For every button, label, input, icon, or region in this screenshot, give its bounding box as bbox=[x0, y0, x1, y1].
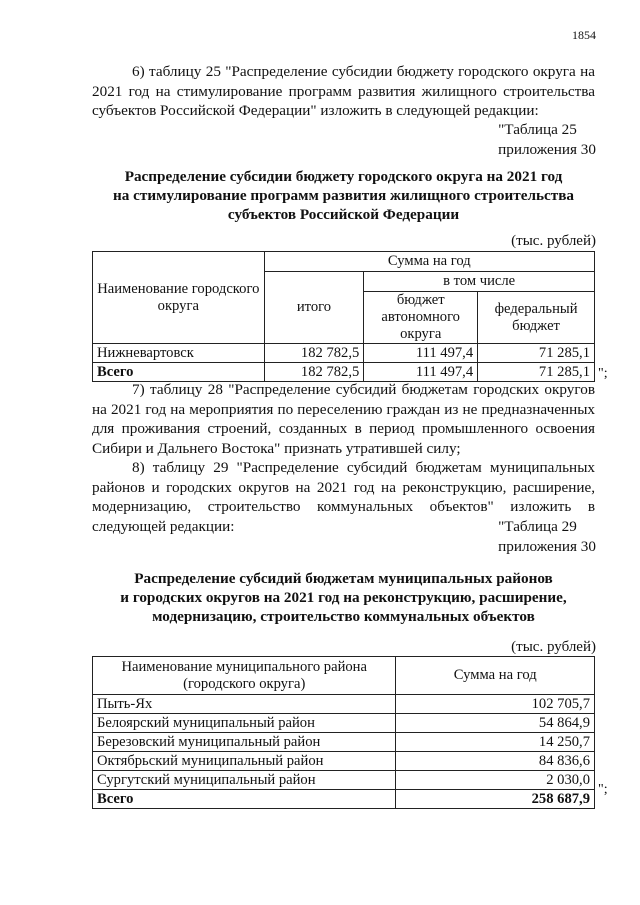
table25-cell-total: 182 782,5 bbox=[264, 344, 364, 363]
page-number: 1854 bbox=[572, 28, 596, 42]
table29-cell-sum: 102 705,7 bbox=[396, 695, 595, 714]
table25-ref-line2: приложения 30 bbox=[498, 140, 596, 158]
table25-header-auto-budget: бюджет автономного округа bbox=[364, 292, 478, 344]
table29-cell-name: Октябрьский муниципальный район bbox=[93, 752, 396, 771]
table25-cell-name: Нижневартовск bbox=[93, 344, 265, 363]
table25-header-fed-budget: федеральный бюджет bbox=[478, 292, 595, 344]
table25 bbox=[92, 251, 595, 382]
table29 bbox=[92, 656, 595, 809]
table29-cell-sum: 2 030,0 bbox=[396, 771, 595, 790]
table29-cell-sum: 54 864,9 bbox=[396, 714, 595, 733]
table29-units: (тыс. рублей) bbox=[511, 639, 596, 655]
table25-cell-fed: 71 285,1 bbox=[478, 344, 595, 363]
table29-cell-name: Всего bbox=[93, 790, 396, 809]
table25-cell-auto: 111 497,4 bbox=[364, 344, 478, 363]
table29-cell-name: Пыть-Ях bbox=[93, 695, 396, 714]
table-row bbox=[93, 752, 595, 771]
table25-header-total: итого bbox=[264, 272, 364, 344]
table25-cell-name: Всего bbox=[93, 363, 265, 382]
table29-ref-line2: приложения 30 bbox=[498, 537, 596, 555]
table-row bbox=[93, 695, 595, 714]
table29-title bbox=[92, 569, 595, 626]
table29-header-name: Наименование муниципального района (городского округа) bbox=[93, 657, 396, 695]
table-row bbox=[93, 790, 595, 809]
table29-cell-sum: 84 836,6 bbox=[396, 752, 595, 771]
table29-cell-name: Березовский муниципальный район bbox=[93, 733, 396, 752]
table25-cell-fed: 71 285,1 bbox=[478, 363, 595, 382]
table25-cell-auto: 111 497,4 bbox=[364, 363, 478, 382]
table29-closing-quote: "; bbox=[598, 782, 608, 797]
table29-cell-sum: 258 687,9 bbox=[396, 790, 595, 809]
table25-reference bbox=[498, 120, 596, 159]
table-row bbox=[93, 771, 595, 790]
table25-ref-line1: "Таблица 25 bbox=[498, 121, 577, 138]
table-row bbox=[93, 733, 595, 752]
paragraph-6: 6) таблицу 25 "Распределение субсидии бюджету городского округа на 2021 год на стимулирование программ развития жилищного строительства субъектов Российской Федерации" изложить в следующей редакции: bbox=[92, 63, 595, 119]
table29-cell-sum: 14 250,7 bbox=[396, 733, 595, 752]
table25-title-line3: субъектов Российской Федерации bbox=[227, 206, 460, 223]
table29-reference bbox=[498, 517, 596, 556]
table29-cell-name: Белоярский муниципальный район bbox=[93, 714, 396, 733]
table-row bbox=[93, 714, 595, 733]
table25-header-including: в том числе bbox=[364, 272, 595, 292]
paragraph-7: 7) таблицу 28 "Распределение субсидий бюджетам городских округов на 2021 год на мероприятия по переселению граждан из не предназначенных для проживания строений, созданных в период промышленного освоения Сибири и Дальнего Востока" признать утратившей силу; bbox=[92, 381, 595, 457]
table25-title bbox=[92, 167, 595, 224]
table29-ref-line1: "Таблица 29 bbox=[498, 518, 577, 535]
table29-title-line2: и городских округов на 2021 год на реконструкцию, расширение, bbox=[120, 589, 567, 606]
table25-header-name: Наименование городского округа bbox=[93, 252, 265, 344]
table-row bbox=[93, 363, 595, 382]
table-row bbox=[93, 344, 595, 363]
paragraph-8: 8) таблицу 29 "Распределение субсидий бюджетам муниципальных районов и городских округов на 2021 год на реконструкцию, расширение, модернизацию, строительство коммунальных объектов" изложить в следующей редакции: bbox=[92, 459, 595, 535]
table29-header-sum-year: Сумма на год bbox=[396, 657, 595, 695]
table25-units: (тыс. рублей) bbox=[511, 233, 596, 249]
table25-cell-total: 182 782,5 bbox=[264, 363, 364, 382]
table25-closing-quote: "; bbox=[598, 366, 608, 381]
table29-title-line3: модернизацию, строительство коммунальных объектов bbox=[152, 608, 535, 625]
table25-title-line1: Распределение субсидии бюджету городского округа на 2021 год bbox=[124, 168, 563, 185]
table29-title-line1: Распределение субсидий бюджетам муниципальных районов bbox=[134, 570, 553, 587]
table25-header-sum-year: Сумма на год bbox=[264, 252, 594, 272]
table25-title-line2: на стимулирование программ развития жилищного строительства bbox=[113, 187, 574, 204]
table29-cell-name: Сургутский муниципальный район bbox=[93, 771, 396, 790]
